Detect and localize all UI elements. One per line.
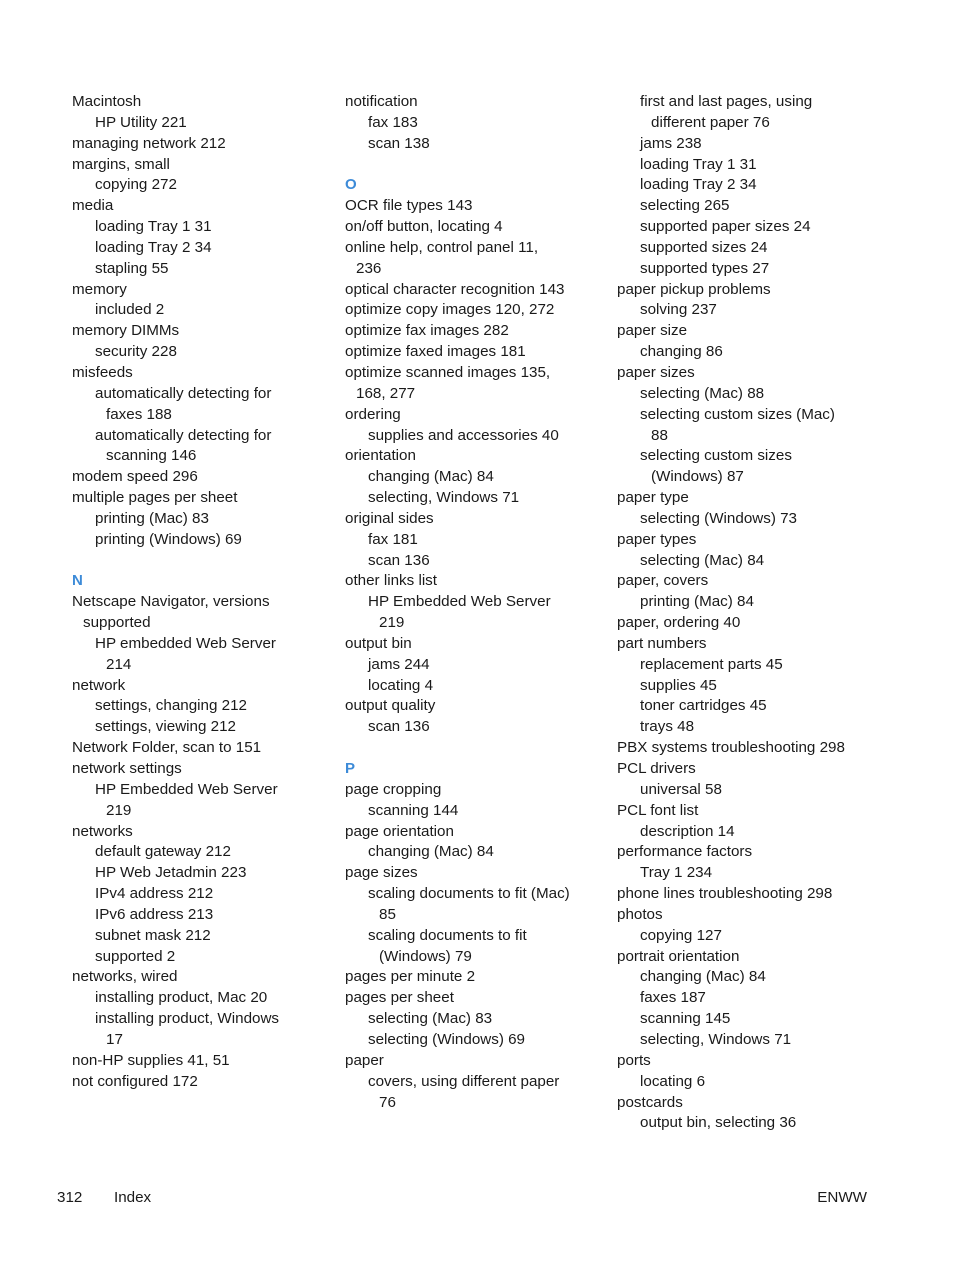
index-letter-heading: P — [345, 760, 356, 777]
index-subentry: HP Web Jetadmin 223 — [95, 864, 247, 882]
index-entry: memory — [72, 280, 127, 298]
index-subentry: solving 237 — [640, 301, 717, 319]
index-subentry: selecting, Windows 71 — [640, 1030, 792, 1048]
index-entry-continuation: 236 — [356, 259, 382, 277]
index-subentry: selecting custom sizes — [640, 447, 792, 465]
index-entry: modem speed 296 — [72, 468, 198, 486]
index-entry: managing network 212 — [72, 134, 226, 152]
index-subentry: supported paper sizes 24 — [640, 218, 811, 236]
index-subentry: default gateway 212 — [95, 843, 231, 861]
index-entry: original sides — [345, 509, 434, 527]
index-subentry: HP Embedded Web Server — [95, 780, 278, 798]
index-entry-continuation: 219 — [379, 614, 405, 632]
index-subentry: supplies 45 — [640, 676, 717, 694]
index-subentry: automatically detecting for — [95, 426, 272, 444]
index-entry: paper sizes — [617, 363, 695, 381]
index-subentry: toner cartridges 45 — [640, 697, 767, 715]
index-entry: pages per minute 2 — [345, 968, 476, 986]
index-entry: not configured 172 — [72, 1072, 198, 1090]
index-subentry: security 228 — [95, 343, 177, 361]
index-subentry: fax 183 — [368, 113, 418, 131]
index-subentry: universal 58 — [640, 780, 722, 798]
index-subentry: selecting (Windows) 69 — [368, 1030, 525, 1048]
index-subentry: HP Embedded Web Server — [368, 593, 551, 611]
index-entry: page cropping — [345, 780, 442, 798]
index-entry: OCR file types 143 — [345, 197, 473, 215]
index-entry: postcards — [617, 1093, 683, 1111]
index-entry-continuation: 214 — [106, 655, 132, 673]
index-entry-continuation: supported — [83, 614, 151, 632]
index-subentry: printing (Mac) 84 — [640, 593, 754, 611]
index-subentry: jams 244 — [368, 655, 430, 673]
page-number: 312 — [57, 1189, 83, 1206]
index-entry: optimize scanned images 135, — [345, 363, 551, 381]
index-subentry: printing (Windows) 69 — [95, 530, 242, 548]
index-subentry: selecting, Windows 71 — [368, 489, 520, 507]
index-subentry: selecting (Mac) 84 — [640, 551, 765, 569]
index-subentry: loading Tray 2 34 — [95, 238, 212, 256]
index-entry: optimize fax images 282 — [345, 322, 509, 340]
index-subentry: description 14 — [640, 822, 735, 840]
index-entry-continuation: 88 — [651, 426, 668, 444]
index-entry-continuation: faxes 188 — [106, 405, 172, 423]
index-entry: non-HP supplies 41, 51 — [72, 1051, 230, 1069]
index-entry-continuation: 219 — [106, 801, 132, 819]
index-subentry: scanning 144 — [368, 801, 459, 819]
index-entry-continuation: different paper 76 — [651, 113, 770, 131]
index-subentry: IPv4 address 212 — [95, 885, 214, 903]
index-entry: other links list — [345, 572, 438, 590]
index-subentry: selecting 265 — [640, 197, 730, 215]
index-entry: paper pickup problems — [617, 280, 771, 298]
index-entry: networks, wired — [72, 968, 178, 986]
index-subentry: printing (Mac) 83 — [95, 509, 209, 527]
index-entry: network — [72, 676, 126, 694]
index-entry: part numbers — [617, 634, 707, 652]
index-subentry: changing (Mac) 84 — [368, 843, 494, 861]
index-subentry: HP Utility 221 — [95, 113, 187, 131]
index-entry: memory DIMMs — [72, 322, 180, 340]
index-subentry: settings, changing 212 — [95, 697, 247, 715]
index-subentry: loading Tray 1 31 — [640, 155, 757, 173]
index-entry: PBX systems troubleshooting 298 — [617, 739, 845, 757]
index-entry-continuation: 17 — [106, 1030, 123, 1048]
index-entry: pages per sheet — [345, 989, 454, 1007]
index-subentry: installing product, Windows — [95, 1010, 280, 1028]
index-subentry: stapling 55 — [95, 259, 169, 277]
index-subentry: installing product, Mac 20 — [95, 989, 268, 1007]
index-subentry: locating 6 — [640, 1072, 706, 1090]
index-subentry: included 2 — [95, 301, 165, 319]
index-entry: Netscape Navigator, versions — [72, 593, 270, 611]
index-subentry: trays 48 — [640, 718, 695, 736]
index-subentry: copying 127 — [640, 926, 722, 944]
index-entry: optimize faxed images 181 — [345, 343, 526, 361]
index-entry: optimize copy images 120, 272 — [345, 301, 555, 319]
index-entry: on/off button, locating 4 — [345, 218, 503, 236]
index-subentry: scan 136 — [368, 718, 430, 736]
index-entry: networks — [72, 822, 133, 840]
index-subentry: supported types 27 — [640, 259, 770, 277]
index-subentry: first and last pages, using — [640, 93, 813, 110]
index-subentry: Tray 1 234 — [640, 864, 713, 882]
index-subentry: subnet mask 212 — [95, 926, 211, 944]
index-entry: page sizes — [345, 864, 418, 882]
index-subentry: scaling documents to fit — [368, 926, 527, 944]
index-entry: ports — [617, 1051, 651, 1069]
index-subentry: faxes 187 — [640, 989, 706, 1007]
index-subentry: locating 4 — [368, 676, 434, 694]
index-entry: ordering — [345, 405, 401, 423]
index-letter-heading: N — [72, 572, 83, 590]
index-subentry: supported 2 — [95, 947, 176, 965]
index-subentry: fax 181 — [368, 530, 418, 548]
index-entry: paper type — [617, 489, 689, 507]
index-subentry: loading Tray 2 34 — [640, 176, 757, 194]
index-entry-continuation: (Windows) 87 — [651, 468, 744, 486]
index-entry: media — [72, 197, 114, 215]
index-subentry: scaling documents to fit (Mac) — [368, 885, 570, 903]
index-entry: orientation — [345, 447, 416, 465]
index-entry: notification — [345, 93, 418, 110]
index-subentry: selecting (Mac) 88 — [640, 384, 765, 402]
index-subentry: IPv6 address 213 — [95, 905, 214, 923]
index-subentry: output bin, selecting 36 — [640, 1114, 797, 1132]
index-entry-continuation: scanning 146 — [106, 447, 197, 465]
index-subentry: changing (Mac) 84 — [640, 968, 766, 986]
index-entry: PCL drivers — [617, 760, 696, 777]
index-subentry: jams 238 — [640, 134, 702, 152]
index-entry: Network Folder, scan to 151 — [72, 739, 262, 757]
index-entry: optical character recognition 143 — [345, 280, 565, 298]
index-entry: Macintosh — [72, 93, 142, 110]
index-subentry: loading Tray 1 31 — [95, 218, 212, 236]
index-subentry: changing 86 — [640, 343, 723, 361]
index-entry: PCL font list — [617, 801, 699, 819]
index-entry: paper — [345, 1051, 384, 1069]
index-subentry: settings, viewing 212 — [95, 718, 236, 736]
index-entry: misfeeds — [72, 363, 133, 381]
index-entry-continuation: 168, 277 — [356, 384, 416, 402]
index-subentry: copying 272 — [95, 176, 177, 194]
index-entry: multiple pages per sheet — [72, 489, 238, 507]
document-code: ENWW — [817, 1189, 867, 1206]
index-entry: photos — [617, 905, 663, 923]
index-subentry: selecting (Windows) 73 — [640, 509, 797, 527]
index-entry: paper, covers — [617, 572, 709, 590]
index-column-1 — [72, 92, 322, 1093]
index-entry: paper, ordering 40 — [617, 614, 741, 632]
index-entry: phone lines troubleshooting 298 — [617, 885, 833, 903]
index-column-2 — [345, 92, 600, 1113]
index-subentry: selecting (Mac) 83 — [368, 1010, 493, 1028]
index-subentry: covers, using different paper — [368, 1072, 560, 1090]
section-name: Index — [114, 1189, 152, 1206]
index-entry-continuation: (Windows) 79 — [379, 947, 472, 965]
index-letter-heading: O — [345, 176, 357, 194]
index-subentry: scanning 145 — [640, 1010, 731, 1028]
index-column-3 — [617, 92, 872, 1134]
index-subentry: supported sizes 24 — [640, 238, 768, 256]
index-subentry: scan 138 — [368, 134, 430, 152]
index-entry: paper size — [617, 322, 688, 340]
index-entry: network settings — [72, 760, 182, 777]
index-subentry: automatically detecting for — [95, 384, 272, 402]
index-entry: page orientation — [345, 822, 454, 840]
index-subentry: selecting custom sizes (Mac) — [640, 405, 835, 423]
index-entry: portrait orientation — [617, 947, 740, 965]
index-entry-continuation: 76 — [379, 1093, 396, 1111]
index-subentry: replacement parts 45 — [640, 655, 783, 673]
index-entry: performance factors — [617, 843, 753, 861]
index-subentry: supplies and accessories 40 — [368, 426, 559, 444]
index-entry: output quality — [345, 697, 436, 715]
index-subentry: HP embedded Web Server — [95, 634, 276, 652]
index-entry: output bin — [345, 634, 412, 652]
index-subentry: changing (Mac) 84 — [368, 468, 494, 486]
index-entry: paper types — [617, 530, 697, 548]
index-entry-continuation: 85 — [379, 905, 396, 923]
index-entry: online help, control panel 11, — [345, 238, 539, 256]
index-subentry: scan 136 — [368, 551, 430, 569]
index-entry: margins, small — [72, 155, 170, 173]
